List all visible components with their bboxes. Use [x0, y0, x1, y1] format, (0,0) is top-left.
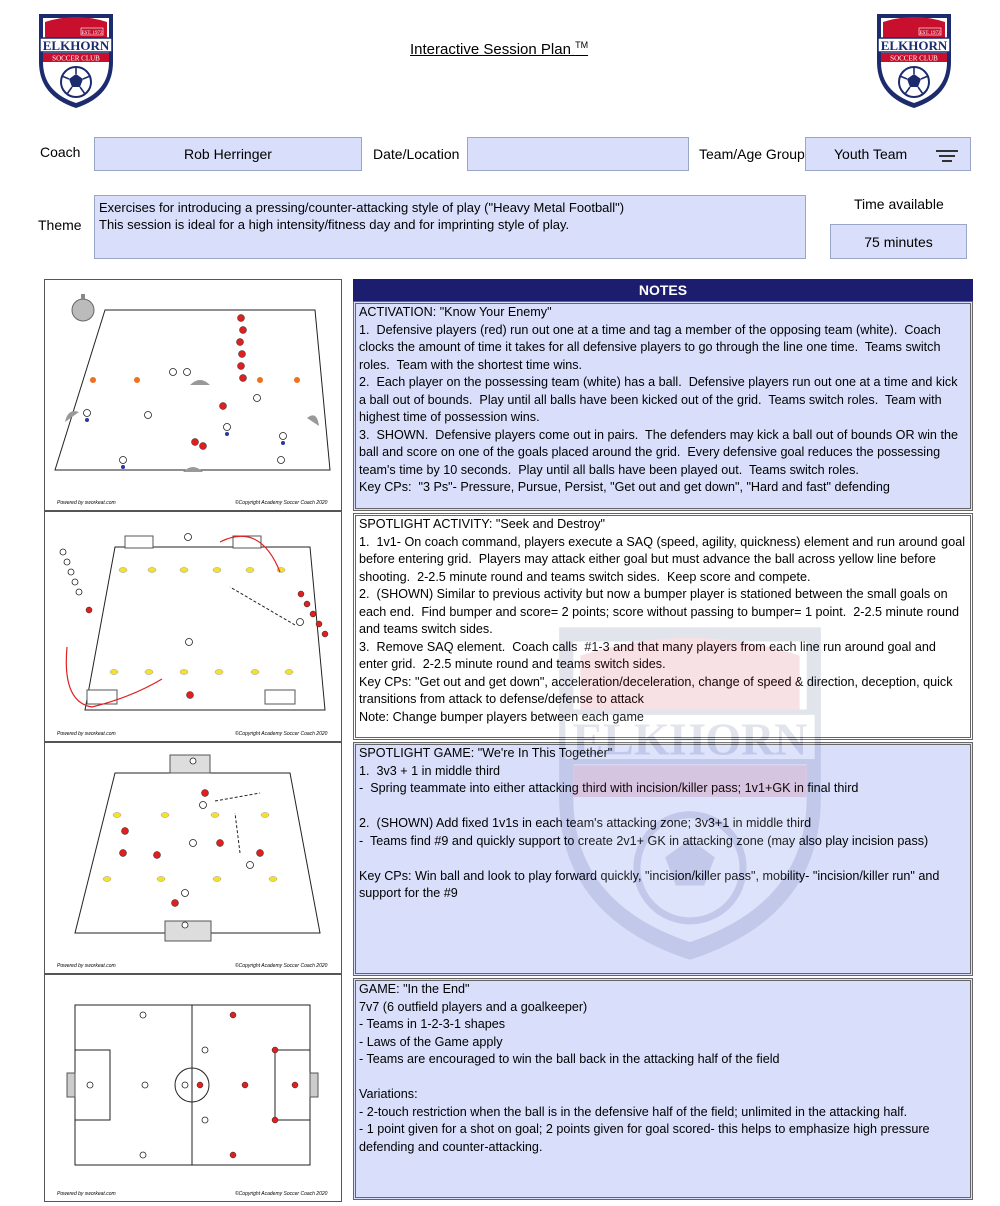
- spotlight-activity-notes[interactable]: SPOTLIGHT ACTIVITY: "Seek and Destroy" 1. 1v1- On coach command, players execute a SAQ (speed, agility, quickness) element and run around goal before entering grid. Players may attack either goal but must advance the ball across yellow line before shooting. 2-2.5 minute round and teams switch sides. Keep score and compete. 2. (SHOWN) Similar to previous activity but now a bumper player is stationed between the small goals on each end. Find bumper and score= 2 points; score without passing to bumper= 1 point. 2-2.5 minute round and teams switch sides. 3. Remove SAQ element. Coach calls #1-3 and that many players from each line run around goal and enter grid. 2-2.5 minute round and teams switch sides. Key CPs: "Get out and get down", acceleration/deceleration, change of speed & direction, deception, quick transitions from attack to defense/defense to attack Note: Change bumper players between each game: [353, 513, 973, 740]
- coach-field[interactable]: Rob Herringer: [94, 137, 362, 171]
- logo-est: EST. 1972: [81, 31, 103, 36]
- diagram-footer-left: Powered by sworkeat.com: [57, 731, 116, 737]
- game-diagram: [44, 974, 342, 1202]
- diagram-footer-right: ©Copyright Academy Soccer Coach 2020: [235, 500, 328, 506]
- diagram-footer-right: ©Copyright Academy Soccer Coach 2020: [235, 1191, 328, 1197]
- date-location-field[interactable]: [467, 137, 689, 171]
- notes-header: NOTES: [353, 279, 973, 301]
- game-notes[interactable]: GAME: "In the End" 7v7 (6 outfield players and a goalkeeper) - Teams in 1-2-3-1 shapes - Laws of the Game apply - Teams are encouraged to win the ball back in the attacking half of the field Variations: - 2-touch restriction when the ball is in the defensive half of the field; unlimited in the attacking half. - 1 point given for a shot on goal; 2 points given for goal scored- this helps to emphasize high pressure defending and counter-attacking.: [353, 978, 973, 1200]
- team-age-group-value: Youth Team: [834, 146, 908, 162]
- activation-notes[interactable]: ACTIVATION: "Know Your Enemy" 1. Defensive players (red) run out one at a time and tag a member of the opposing team (white). Coach clocks the amount of time it takes for all defensive players to go through the line one time. Teams switch roles. Team with the shortest time wins. 2. Each player on the possessing team (white) has a ball. Defensive players run out one at a time and kick a ball out of bounds. Play until all balls have been kicked out of the grid. Teams switch roles. Team with highest time of possession wins. 3. SHOWN. Defensive players come out in pairs. The defenders may kick a ball out of bounds OR win the ball and score on one of the goals placed around the grid. Every defensive goal reduces the possessing team's time by 10 seconds. Play until all balls have been played out. Teams switch roles. Key CPs: "3 Ps"- Pressure, Pursue, Persist, "Get out and get down", "Hard and fast" defending: [353, 301, 973, 511]
- theme-field[interactable]: [94, 195, 806, 259]
- team-age-group-label: Team/Age Group: [699, 146, 805, 162]
- activation-diagram: [44, 279, 342, 511]
- club-logo-left: [35, 10, 117, 110]
- date-location-label: Date/Location: [373, 146, 460, 162]
- diagram-footer-left: Powered by sworkeat.com: [57, 500, 116, 506]
- spotlight-game-diagram: [44, 742, 342, 974]
- coach-label: Coach: [40, 144, 81, 160]
- logo-sub: SOCCER CLUB: [890, 54, 938, 63]
- theme-label: Theme: [38, 217, 82, 233]
- theme-line-1: Exercises for introducing a pressing/counter-attacking style of play ("Heavy Metal Football"): [99, 200, 625, 215]
- logo-text: ELKHORN: [42, 38, 110, 53]
- logo-sub: SOCCER CLUB: [52, 54, 100, 63]
- time-available-label: Time available: [854, 196, 944, 212]
- diagram-footer-left: Powered by sworkeat.com: [57, 1191, 116, 1197]
- spotlight-activity-diagram: [44, 511, 342, 742]
- trademark-mark: TM: [575, 40, 589, 50]
- stopwatch-icon: [72, 299, 94, 321]
- dropdown-menu-icon[interactable]: [936, 147, 958, 165]
- diagram-footer-left: Powered by sworkeat.com: [57, 963, 116, 969]
- team-age-group-dropdown[interactable]: [805, 137, 971, 171]
- diagram-footer-right: ©Copyright Academy Soccer Coach 2020: [235, 731, 328, 737]
- time-available-field[interactable]: 75 minutes: [830, 224, 967, 259]
- page-title: Interactive Session Plan ™: [410, 40, 589, 58]
- theme-line-2: This session is ideal for a high intensity/fitness day and for imprinting style of play.: [99, 217, 570, 232]
- diagram-footer-right: ©Copyright Academy Soccer Coach 2020: [235, 963, 328, 969]
- club-logo-right: [873, 10, 955, 110]
- logo-text: ELKHORN: [880, 38, 948, 53]
- spotlight-game-notes[interactable]: SPOTLIGHT GAME: "We're In This Together" 1. 3v3 + 1 in middle third - Spring teammate into either attacking third with incision/killer pass; 1v1+GK in final third 2. (SHOWN) Add fixed 1v1s in each team's attacking zone; 3v3+1 in middle third - Teams find #9 and quickly support to create 2v1+ GK in attacking zone (may also play incision pass) Key CPs: Win ball and look to play forward quickly, "incision/killer pass", mobility- "incision/killer run" and support for the #9: [353, 742, 973, 976]
- logo-est: EST. 1972: [919, 31, 941, 36]
